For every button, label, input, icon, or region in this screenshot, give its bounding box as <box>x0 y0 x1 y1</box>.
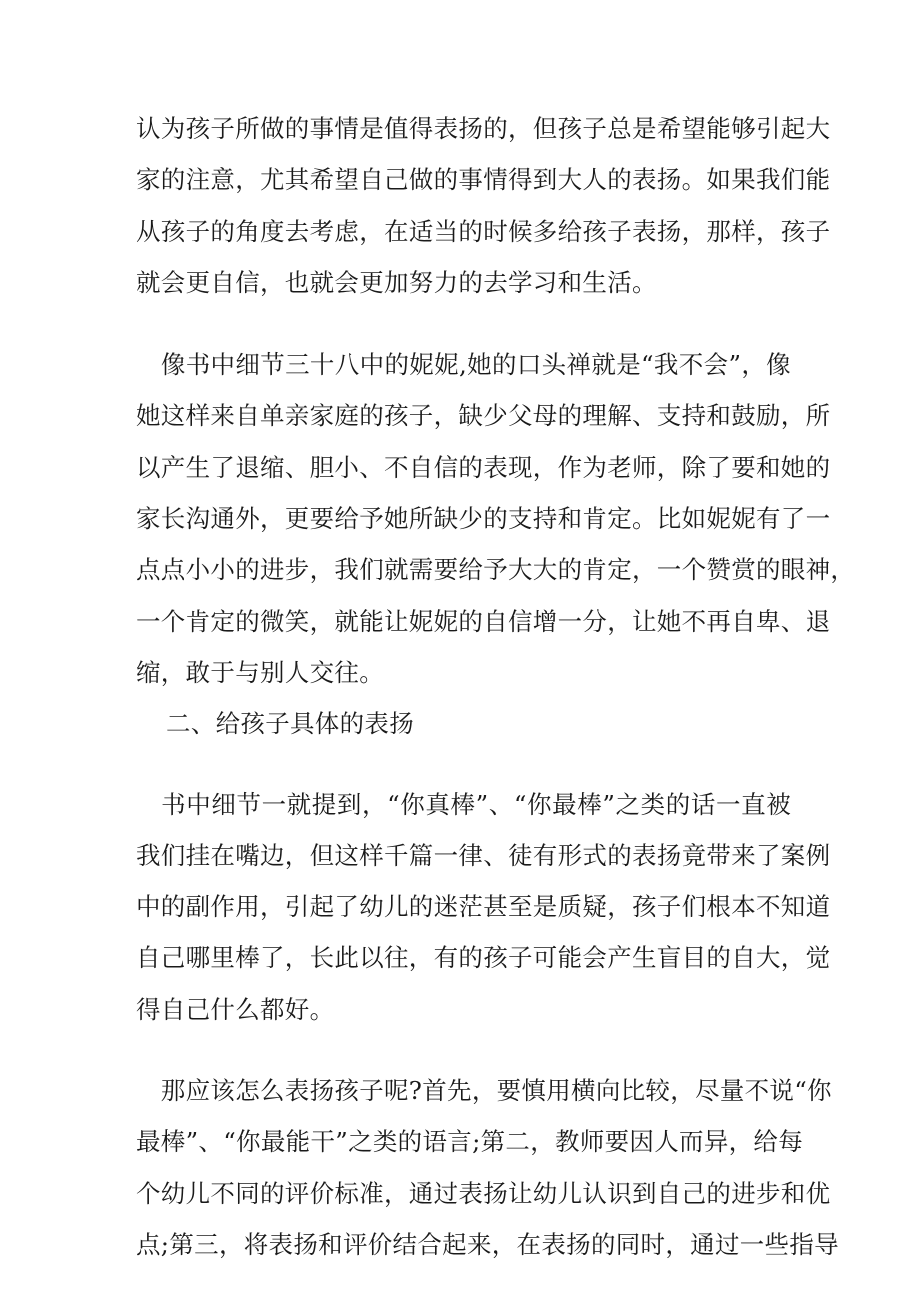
text-line: 最棒”、“你最能干”之类的语言;第二，教师要因人而异，给每 <box>136 1127 804 1157</box>
text-line: 自己哪里棒了，长此以往，有的孩子可能会产生盲目的自大，觉 <box>136 943 831 973</box>
text-line: 一个肯定的微笑，就能让妮妮的自信增一分，让她不再自卑、退 <box>136 606 831 636</box>
text-line: 就会更自信，也就会更加努力的去学习和生活。 <box>136 267 657 297</box>
text-line: 书中细节一就提到，“你真棒”、“你最棒”之类的话一直被 <box>136 789 791 819</box>
paragraph-specific-praise <box>136 779 831 1035</box>
text-line: 中的副作用，引起了幼儿的迷茫甚至是质疑，孩子们根本不知道 <box>136 892 831 922</box>
text-line: 我们挂在嘴边，但这样千篇一律、徒有形式的表扬竟带来了案例 <box>136 840 831 870</box>
text-line: 家长沟通外，更要给予她所缺少的支持和肯定。比如妮妮有了一 <box>136 504 831 534</box>
section-heading: 二、给孩子具体的表扬 <box>166 709 414 739</box>
text-line: 她这样来自单亲家庭的孩子，缺少父母的理解、支持和鼓励，所 <box>136 401 831 431</box>
text-line: 得自己什么都好。 <box>136 994 335 1024</box>
text-line: 那应该怎么表扬孩子呢?首先，要慎用横向比较，尽量不说“你 <box>136 1076 832 1106</box>
document-body <box>136 103 856 1270</box>
paragraph-nini-example <box>136 339 856 698</box>
text-line: 点点小小的进步，我们就需要给予大大的肯定，一个赞赏的眼神， <box>136 555 856 585</box>
text-line: 认为孩子所做的事情是值得表扬的，但孩子总是希望能够引起大 <box>136 114 831 143</box>
paragraph-how-to-praise <box>136 1065 839 1270</box>
text-line: 个幼儿不同的评价标准，通过表扬让幼儿认识到自己的进步和优 <box>136 1178 831 1208</box>
text-line: 缩，敢于与别人交往。 <box>136 657 384 687</box>
text-line: 点;第三，将表扬和评价结合起来，在表扬的同时，通过一些指导 <box>136 1229 839 1259</box>
text-line: 家的注意，尤其希望自己做的事情得到大人的表扬。如果我们能 <box>136 165 831 195</box>
text-line: 从孩子的角度去考虑，在适当的时候多给孩子表扬，那样，孩子 <box>136 216 831 246</box>
paragraph-praise-attention <box>136 103 831 308</box>
text-line: 以产生了退缩、胆小、不自信的表现，作为老师，除了要和她的 <box>136 452 831 482</box>
text-line: 像书中细节三十八中的妮妮,她的口头禅就是“我不会”，像 <box>136 350 791 380</box>
